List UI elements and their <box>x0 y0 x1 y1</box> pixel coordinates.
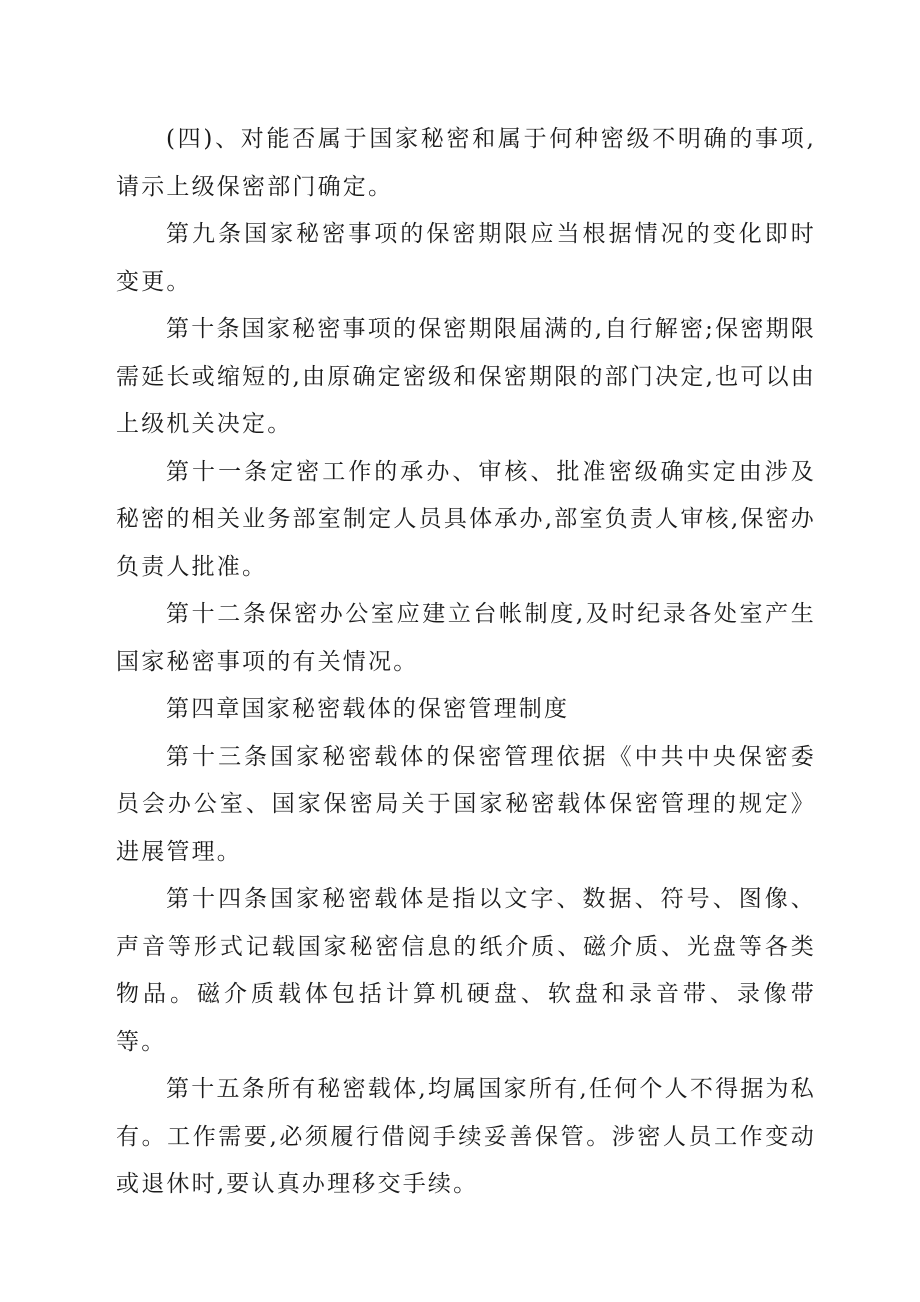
article-14: 第十四条国家秘密载体是指以文字、数据、符号、图像、声音等形式记载国家秘密信息的纸介质、磁介质、光盘等各类物品。磁介质载体包括计算机硬盘、软盘和录音带、录像带等。 <box>116 886 816 1055</box>
article-11: 第十一条定密工作的承办、审核、批准密级确实定由涉及秘密的相关业务部室制定人员具体承办,部室负责人审核,保密办负责人批准。 <box>116 458 816 580</box>
article-12: 第十二条保密办公室应建立台帐制度,及时纪录各处室产生国家秘密事项的有关情况。 <box>116 601 816 675</box>
article-10: 第十条国家秘密事项的保密期限届满的,自行解密;保密期限需延长或缩短的,由原确定密级和保密期限的部门决定,也可以由上级机关决定。 <box>116 316 816 437</box>
article-9: 第九条国家秘密事项的保密期限应当根据情况的变化即时变更。 <box>116 221 816 295</box>
chapter-4-heading: 第四章国家秘密载体的保密管理制度 <box>166 696 570 722</box>
paragraph-item-4: (四)、对能否属于国家秘密和属于何种密级不明确的事项,请示上级保密部门确定。 <box>116 126 816 200</box>
article-13: 第十三条国家秘密载体的保密管理依据《中共中央保密委员会办公室、国家保密局关于国家秘密载体保密管理的规定》进展管理。 <box>116 743 816 865</box>
document-body <box>116 116 816 1209</box>
article-15: 第十五条所有秘密载体,均属国家所有,任何个人不得据为私有。工作需要,必须履行借阅手续妥善保管。涉密人员工作变动或退休时,要认真办理移交手续。 <box>116 1076 816 1197</box>
